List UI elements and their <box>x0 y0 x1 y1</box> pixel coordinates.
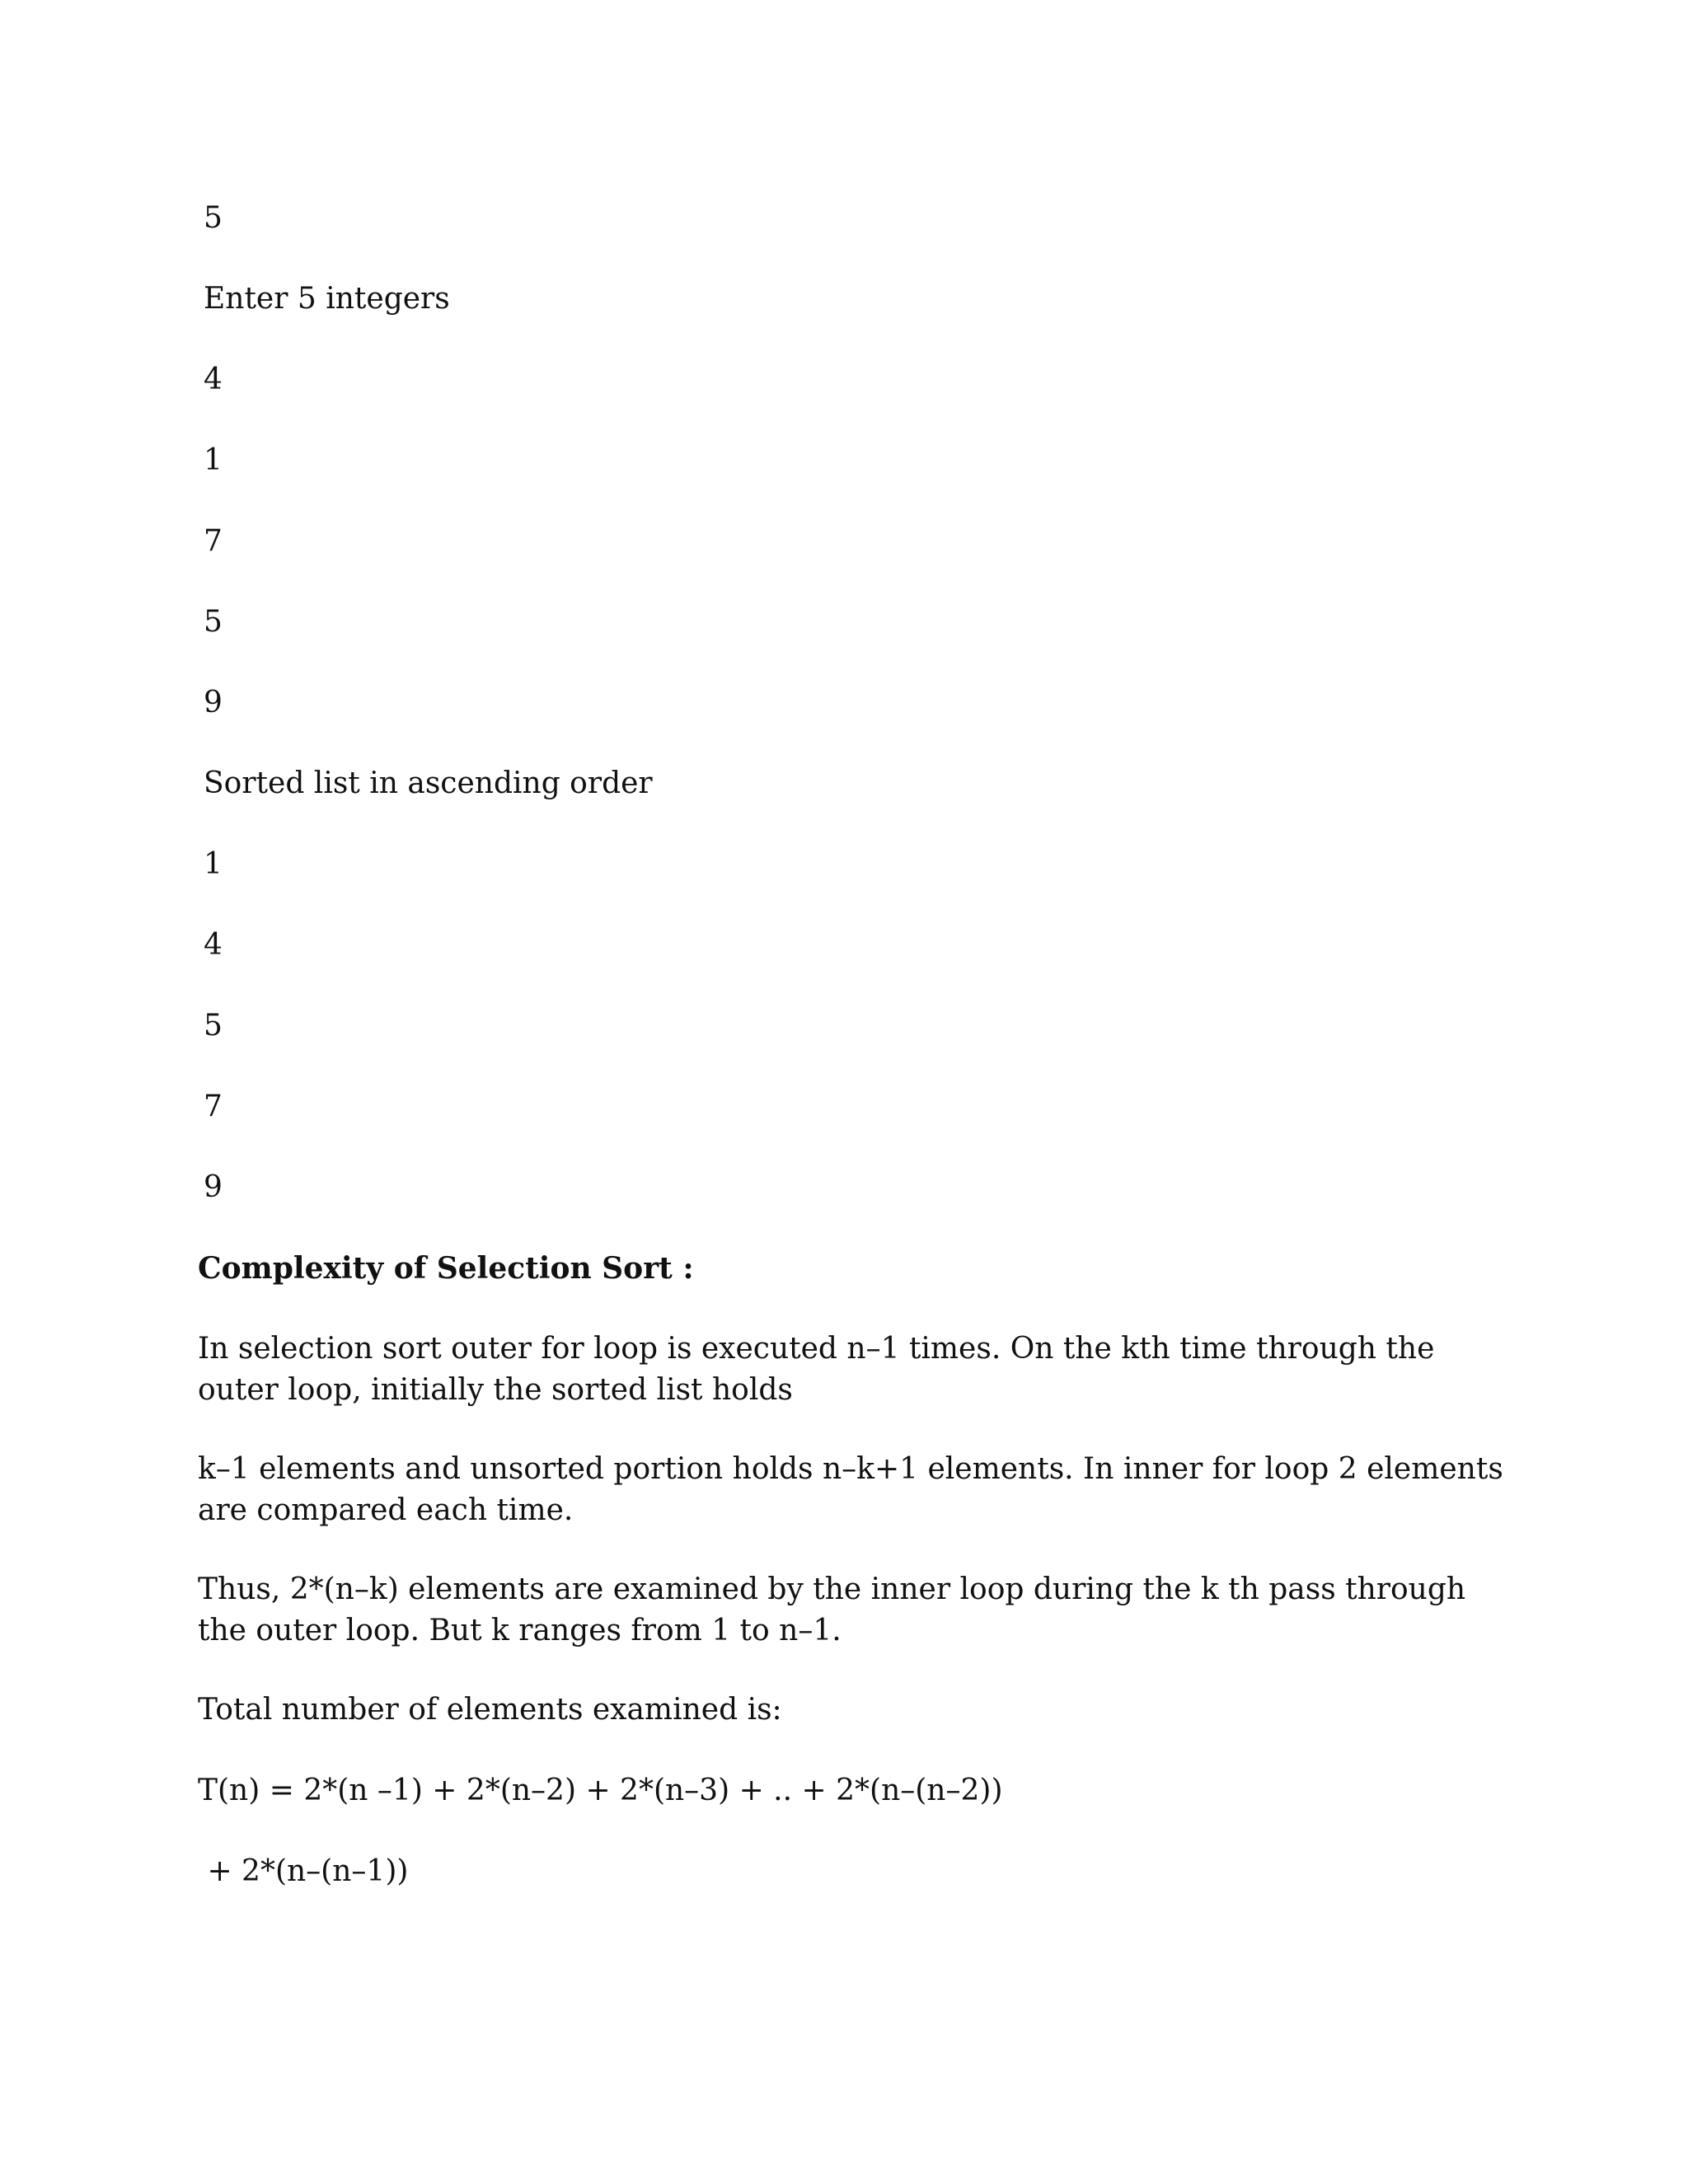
section-heading: Complexity of Selection Sort : <box>198 1251 694 1286</box>
formula-line-2: + 2*(n–(n–1)) <box>198 1854 409 1888</box>
output-count: 5 <box>204 201 223 235</box>
sorted-value: 5 <box>204 1009 223 1043</box>
paragraph-pass: Thus, 2*(n–k) elements are examined by the inner loop during the k th pass through the outer loop. But k ranges from 1 to n–1. <box>198 1572 1466 1647</box>
formula-line-1: T(n) = 2*(n –1) + 2*(n–2) + 2*(n–3) + .. + 2*(n–(n–2)) <box>198 1774 1003 1807</box>
paragraph-elements: k–1 elements and unsorted portion holds n–k+1 elements. In inner for loop 2 elements are compared each time. <box>198 1452 1503 1527</box>
input-value: 5 <box>204 605 223 639</box>
output-prompt: Enter 5 integers <box>204 282 450 316</box>
sorted-value: 4 <box>204 928 223 962</box>
input-value: 9 <box>204 686 223 719</box>
input-value: 7 <box>204 524 223 558</box>
input-value: 1 <box>204 443 223 477</box>
output-result-label: Sorted list in ascending order <box>204 766 653 800</box>
paragraph-outer-loop: In selection sort outer for loop is executed n–1 times. On the kth time through the outer loop, initially the sorted list holds <box>198 1332 1435 1407</box>
sorted-value: 1 <box>204 847 223 881</box>
input-value: 4 <box>204 363 223 396</box>
sorted-value: 7 <box>204 1090 223 1123</box>
paragraph-total: Total number of elements examined is: <box>198 1693 782 1727</box>
sorted-value: 9 <box>204 1170 223 1204</box>
